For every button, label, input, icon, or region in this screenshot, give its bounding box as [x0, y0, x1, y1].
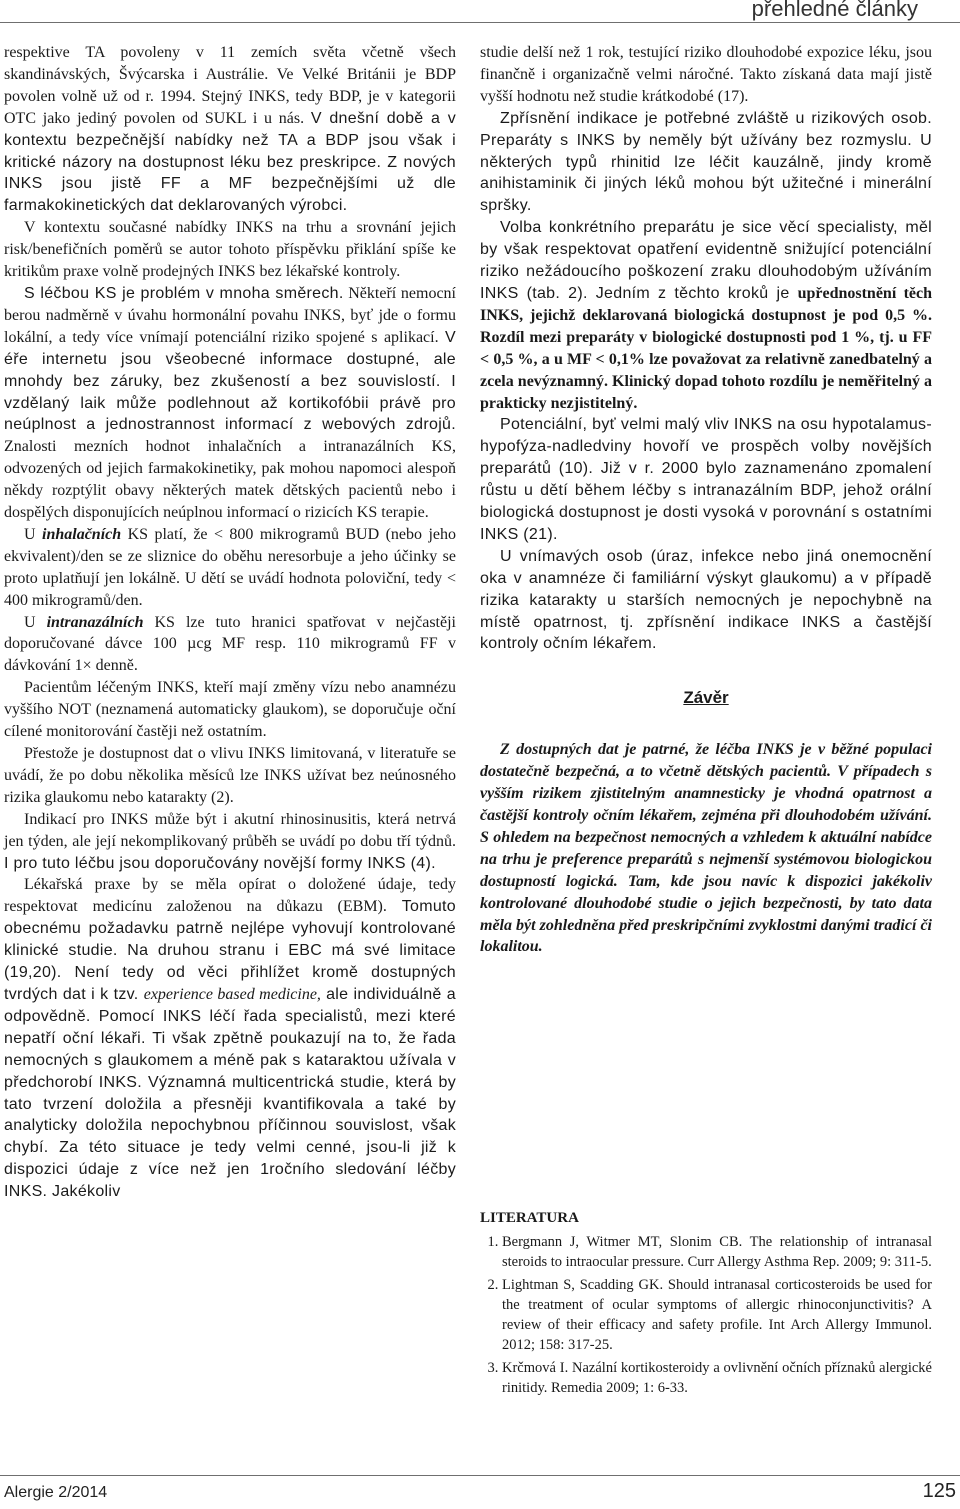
- paragraph: Indikací pro INKS může být i akutní rhinosinusitis, která netrvá jen týden, ale její nekomplikovaný průběh se uvádí po dobu tří týdnů. I pro tuto léčbu jsou doporučovány novější formy INKS (4).: [4, 810, 456, 872]
- paragraph: U vnímavých osob (úraz, infekce nebo jiná onemocnění oka v anamnéze či familiární výskyt glaukomu) a v případě rizika katarakty u starších nemocných je nepochybně na místě opatrnost, tj. zpřísnění indikace INKS a častější kontroly očním lékařem.: [480, 547, 932, 653]
- paragraph: V kontextu současné nabídky INKS na trhu a srovnání jejich risk/benefičních poměrů se autor tohoto příspěvku přiklání spíše ke kritikům praxe volně prodejných INKS bez lékařské kontroly.: [4, 219, 456, 281]
- footer-rule: [0, 1475, 960, 1476]
- page-number: 125: [922, 1480, 956, 1502]
- references-heading: LITERATURA: [480, 1210, 579, 1226]
- paragraph: Lékařská praxe by se měla opírat o doložené údaje, tedy respektovat medicínu založenou na důkazu (EBM). Tomuto obecnému požadavku patrně nejlépe vyhovují kontrolované klinické studie. Na druhou stranu i EBC má své limitace (19,20). Není tedy od věci přihlížet kromě dostupných tvrdých dat i k tzv. experience based medicine, ale individuálně a odpovědně. Pomocí INKS léčí řada specialistů, mezi které nepatří oční lékaři. Ti však zpětně poukazují na to, že řada nemocných s glaukomem a méně pak s kataraktou užívala v předchorobí INKS. Významná multicentrická studie, která by tato tvrzení doložila a přesněji kvantifikovala a také by analyticky doložila nepochybnou příčinnou souvislost, však chybí. Za této situace je tedy velmi cenné, jsou-li již k dispozici údaje z více než jen 1ročního sledování léčby INKS. Jakékoliv: [4, 876, 457, 1201]
- paragraph: S léčbou KS je problém v mnoha směrech. Někteří nemocní berou nadměrně v úvahu hormonální povahu INKS, byť jde o formu lokální, a tedy více vnímají potenciální riziko spojené s aplikací. V éře internetu jsou všeobecné informace dostupné, ale mnohdy bez záruky, bez zkušeností a bez souvislostí. I vzdělaný laik může podlehnout až kortikofóbii právě pro neúplnost a jednostrannost informací z webových zdrojů. Znalosti mezních hodnot inhalačních a intranazálních KS, odvozených od jejich farmakokinetiky, pak mohou napomoci alespoň někdy rozptýlit obavy některých matek dětských pacientů nebo i dospělých disponujících neúplnou informací o rizicích KS terapie.: [4, 284, 456, 522]
- reference-item: 3. Krčmová I. Nazální kortikosteroidy a ovlivnění očních příznaků alergické rinitidy. Remedia 2009; 1: 6-33.: [502, 1358, 932, 1398]
- paragraph: Potenciální, byť velmi malý vliv INKS na osu hypotalamus-hypofýza-nadledviny hovoří ve prospěch volby novějších preparátů (10). Již v r. 2000 bylo zaznamenáno zpomalení růstu u dětí během léčby s intranazálním BDP, jehož orální biologická dostupnost je dosti vysoká v porovnání s ostatními INKS (21).: [480, 416, 932, 543]
- left-column: [4, 42, 456, 1203]
- conclusion-text: Z dostupných dat je patrné, že léčba INKS je v běžné populaci dostatečně bezpečná, a to včetně dětských pacientů. V případech s vyšším rizikem zjistitelným anamnesticky je vhodná opatrnost a častější kontroly očním lékařem, zejména při dlouhodobém užívání. S ohledem na bezpečnost nemocných a vzhledem k aktuální nabídce na trhu je preference preparátů s nejmenší systémovou biologickou dostupností logická. Tam, kde jsou navíc k dispozici jakékoliv kontrolované dlouhodobé studie o jejich bezpečnosti, by tato data měla být zohledněna před preskripčními zvyklostmi danými tradicí či lokalitou.: [480, 741, 932, 956]
- section-title: přehledné články: [751, 0, 918, 21]
- paragraph: Přestože je dostupnost dat o vlivu INKS limitovaná, v literatuře se uvádí, že po dobu několika měsíců lze INKS užívat bez neúnosného rizika glaukomu nebo katarakty (2).: [4, 745, 456, 806]
- paragraph: respektive TA povoleny v 11 zemích světa včetně všech skandinávských, Švýcarska i Austrálie. Ve Velké Británii je BDP povolen volně už od r. 1994. Stejný INKS, tedy BDP, je v kategorii OTC jako jediný povolen od SUKL i u nás. V dnešní době a v kontextu bezpečnější nabídky než TA a BDP jsou však i kritické názory na dostupnost léku bez preskripce. Z nových INKS jsou jistě FF a MF bezpečnějšími už dle farmakokinetických dat deklarovaných výrobci.: [4, 44, 456, 215]
- paragraph: Pacientům léčeným INKS, kteří mají změny vízu nebo anamnézu vyššího NOT (neznamená automaticky glaukom), se doporučuje oční cílené monitorování častěji než ostatním.: [4, 679, 456, 741]
- references: [480, 1208, 932, 1401]
- reference-item: 1. Bergmann J, Witmer MT, Slonim CB. The relationship of intranasal steroids to intraocular pressure. Curr Allergy Asthma Rep. 2009; 9: 311-5.: [502, 1232, 932, 1272]
- paragraph: Zpřísnění indikace je potřebné zvláště u rizikových osob. Preparáty s INKS by neměly být užívány bez rozmyslu. U některých typů rhinitid lze léčit kauzálně, jindy kromě anihistaminik či jiných léků mohou být užitečné i minerální spršky.: [480, 109, 932, 215]
- reference-list: [480, 1232, 932, 1398]
- reference-item: 2. Lightman S, Scadding GK. Should intranasal corticosteroids be used for the treatment of ocular symptoms of allergic rhinoconjunctivitis? A review of their efficacy and safety profile. Int Arch Allergy Immunol. 2012; 158: 317-25.: [502, 1275, 932, 1355]
- paragraph: U intranazálních KS lze tuto hranici spatřovat v nejčastěji doporučované dávce 100 µcg MF resp. 110 mikrogramů FF v dávkování 1× denně.: [4, 613, 456, 675]
- header-rule: [0, 22, 960, 23]
- right-column: [480, 42, 932, 958]
- journal-issue: Alergie 2/2014: [4, 1484, 108, 1501]
- paragraph: studie delší než 1 rok, testující riziko dlouhodobé expozice léku, jsou finančně i organizačně velmi náročné. Takto získaná data mají jistě vyšší hodnotu než studie krátkodobé (17).: [480, 44, 932, 105]
- paragraph: Volba konkrétního preparátu je sice věcí specialisty, měl by však respektovat opatření evidentně snižující potenciální riziko nežádoucího poškození zraku dlouhodobým užíváním INKS (tab. 2). Jedním z těchto kroků je upřednostnění těch INKS, jejichž deklarovaná biologická dostupnost je pod 0,5 %. Rozdíl mezi preparáty v biologické dostupnosti pod 1 %, tj. u FF < 0,5 %, a u MF < 0,1% lze považovat za relativně zanedbatelný a zcela nevýznamný. Klinický dopad tohoto rozdílu je neměřitelný a prakticky nezjistitelný.: [480, 219, 932, 412]
- conclusion-heading: Závěr: [683, 688, 729, 708]
- paragraph: U inhalačních KS platí, že < 800 mikrogramů BUD (nebo jeho ekvivalent)/den se ze sliznice do oběhu neresorbuje a jeho účinky se proto uplatňují jen lokálně. U dětí se uvádí hodnota poloviční, tedy < 400 mikrogramů/den.: [4, 525, 457, 609]
